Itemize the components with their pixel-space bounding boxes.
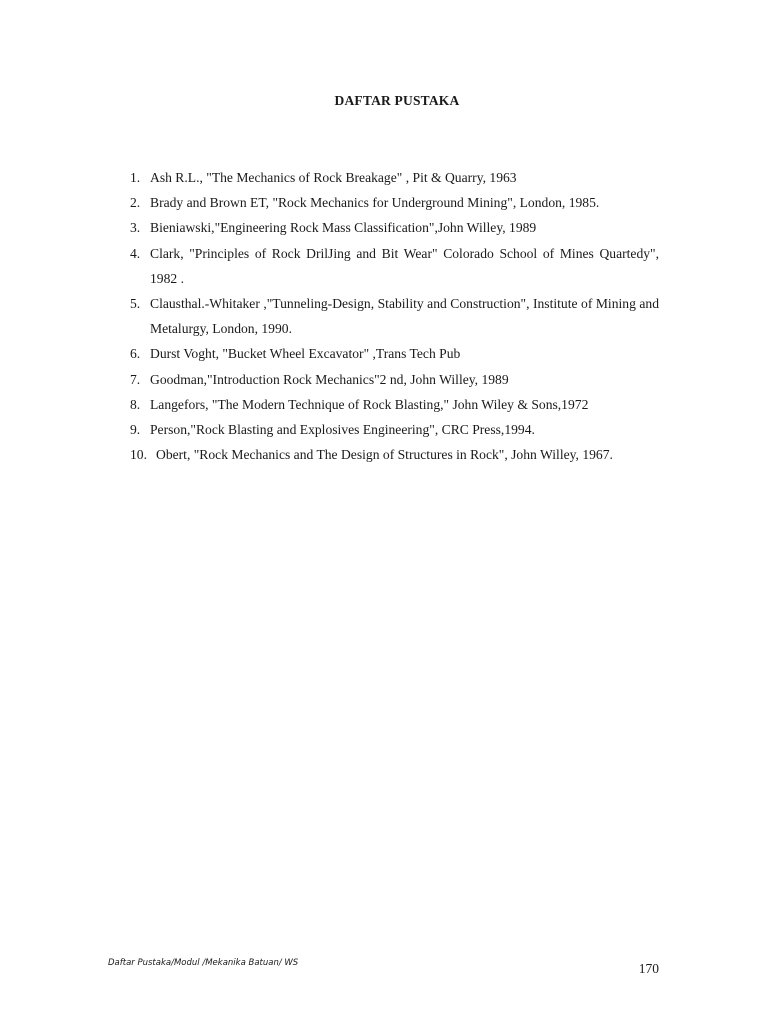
reference-text: Obert, "Rock Mechanics and The Design of Structures in Rock", John Willey, 1967. (156, 447, 613, 463)
reference-text: Clausthal.-Whitaker ,"Tunneling-Design, Stability and Construction", Institute of Mining and Metalurgy, London, 1990. (150, 296, 659, 337)
reference-number: 6. (130, 346, 141, 362)
reference-item (130, 291, 659, 341)
reference-number: 8. (130, 396, 141, 412)
footer-text: Daftar Pustaka/Modul /Mekanika Batuan/ WS (108, 958, 299, 968)
reference-text: Bieniawski,"Engineering Rock Mass Classification",John Willey, 1989 (150, 220, 537, 236)
reference-item (130, 165, 659, 190)
page-number: 170 (638, 961, 659, 976)
reference-item (130, 392, 659, 417)
reference-text: Clark, "Principles of Rock DrilJing and Bit Wear" Colorado School of Mines Quartedy", 1982 . (150, 245, 659, 286)
reference-list (130, 165, 659, 467)
reference-number: 4. (130, 245, 141, 261)
reference-item (130, 190, 659, 215)
reference-text: Person,"Rock Blasting and Explosives Engineering", CRC Press,1994. (150, 422, 535, 438)
reference-number: 5. (130, 296, 141, 312)
reference-number: 2. (130, 195, 141, 211)
reference-item (130, 442, 659, 467)
reference-text: Goodman,"Introduction Rock Mechanics"2 nd, John Willey, 1989 (150, 371, 509, 387)
reference-text: Durst Voght, "Bucket Wheel Excavator" ,Trans Tech Pub (150, 346, 461, 362)
reference-item (130, 341, 659, 366)
reference-number: 7. (130, 371, 141, 387)
page-title: DAFTAR PUSTAKA (334, 93, 460, 108)
reference-number: 1. (130, 170, 141, 185)
reference-number: 9. (130, 422, 141, 438)
reference-number: 10. (130, 447, 147, 463)
reference-text: Brady and Brown ET, "Rock Mechanics for Underground Mining", London, 1985. (150, 195, 600, 211)
reference-item (130, 417, 659, 442)
reference-item (130, 367, 659, 392)
reference-text: Ash R.L., "The Mechanics of Rock Breakage" , Pit & Quarry, 1963 (150, 170, 517, 185)
reference-number: 3. (130, 220, 141, 236)
reference-item (130, 241, 659, 291)
reference-item (130, 215, 659, 240)
reference-text: Langefors, "The Modern Technique of Rock Blasting," John Wiley & Sons,1972 (150, 396, 589, 412)
